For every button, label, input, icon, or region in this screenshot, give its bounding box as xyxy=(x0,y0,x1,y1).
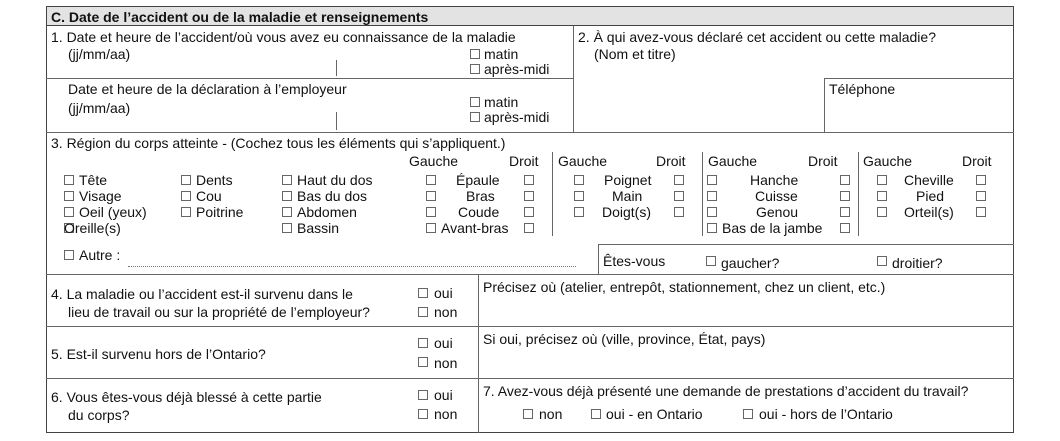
q3-face-checkbox[interactable] xyxy=(64,191,74,201)
section-title: C. Date de l’accident ou de la maladie et renseignements xyxy=(51,9,429,25)
q1-pm-label: après-midi xyxy=(484,61,550,77)
q4-no-label: non xyxy=(434,304,458,320)
divider-q1-rows xyxy=(46,78,573,79)
q1b-pm-label: après-midi xyxy=(484,109,550,125)
q3-right-handed-checkbox[interactable] xyxy=(877,256,887,266)
q3-elbow-label: Coude xyxy=(458,204,500,220)
divider-q3-col-a xyxy=(552,152,553,236)
q3-ankle-right-checkbox[interactable] xyxy=(976,175,986,185)
q3-wrist-left-checkbox[interactable] xyxy=(574,175,584,185)
q3-arm-label: Bras xyxy=(466,188,495,204)
q3-toe-right-checkbox[interactable] xyxy=(976,207,986,217)
q3-shoulder-left-checkbox[interactable] xyxy=(426,175,436,185)
q3-other-input-line[interactable] xyxy=(128,266,576,267)
q3-lower-back-label: Bas du dos xyxy=(297,188,368,204)
q3-foot-left-checkbox[interactable] xyxy=(877,191,887,201)
q3-label: 3. Région du corps atteinte - (Cochez tous les éléments qui s’appliquent.) xyxy=(51,135,506,151)
q3-lower-leg-left-checkbox[interactable] xyxy=(707,223,717,233)
q6-label-line2: du corps? xyxy=(68,407,130,423)
q5-detail-label: Si oui, précisez où (ville, province, État, pays) xyxy=(483,331,766,347)
q5-no-checkbox[interactable] xyxy=(418,357,428,367)
q3-toe-label: Orteil(s) xyxy=(904,204,954,220)
q5-no-label: non xyxy=(434,355,458,371)
q3-thigh-right-checkbox[interactable] xyxy=(840,191,850,201)
q3-other-checkbox[interactable] xyxy=(64,250,74,260)
q3-droit-2: Droit xyxy=(656,153,686,169)
q3-teeth-checkbox[interactable] xyxy=(181,175,191,185)
q4-yes-checkbox[interactable] xyxy=(418,288,428,298)
q1b-pm-checkbox[interactable] xyxy=(470,112,480,122)
divider-q3-col-c xyxy=(858,152,859,236)
q3-droit-4: Droit xyxy=(962,153,992,169)
q1b-format: (jj/mm/aa) xyxy=(68,100,131,116)
q3-finger-right-checkbox[interactable] xyxy=(674,207,684,217)
q7-label: 7. Avez-vous déjà présenté une demande de prestations d’accident du travail? xyxy=(483,383,969,399)
divider-q3-top xyxy=(46,132,1014,133)
tick-q1b xyxy=(336,112,337,130)
q3-upper-back-checkbox[interactable] xyxy=(282,175,292,185)
q3-upper-back-label: Haut du dos xyxy=(297,172,373,188)
q3-gauche-1: Gauche xyxy=(409,153,459,169)
q4-label-line2: lieu de travail ou sur la propriété de l’employeur? xyxy=(68,304,370,320)
q1-am-label: matin xyxy=(484,46,519,62)
q3-shoulder-label: Épaule xyxy=(456,172,500,188)
q1b-am-checkbox[interactable] xyxy=(470,97,480,107)
q4-label-line1: 4. La maladie ou l’accident est-il survenu dans le xyxy=(51,286,353,302)
q3-toe-left-checkbox[interactable] xyxy=(877,207,887,217)
divider-q6-top xyxy=(46,378,1014,379)
q3-neck-label: Cou xyxy=(196,188,222,204)
tick-q1a xyxy=(336,60,337,76)
divider-handed-top xyxy=(598,244,1014,245)
q3-lower-leg-right-checkbox[interactable] xyxy=(840,223,850,233)
q3-teeth-label: Dents xyxy=(196,172,233,188)
q3-are-you-label: Êtes-vous xyxy=(603,253,666,269)
q7-outside-ontario-checkbox[interactable] xyxy=(743,409,753,419)
q1-pm-checkbox[interactable] xyxy=(470,64,480,74)
q1b-label: Date et heure de la déclaration à l’employeur xyxy=(68,81,347,97)
q3-elbow-left-checkbox[interactable] xyxy=(426,207,436,217)
divider-q-detail xyxy=(478,274,479,433)
q3-eye-label: Oeil (yeux) xyxy=(79,204,147,220)
q3-thigh-label: Cuisse xyxy=(755,188,798,204)
q3-ankle-left-checkbox[interactable] xyxy=(877,175,887,185)
q3-pelvis-label: Bassin xyxy=(297,220,340,236)
q3-chest-label: Poitrine xyxy=(196,204,244,220)
q3-hip-label: Hanche xyxy=(750,172,799,188)
q6-yes-checkbox[interactable] xyxy=(418,390,428,400)
q7-no-checkbox[interactable] xyxy=(523,409,533,419)
q3-eye-checkbox[interactable] xyxy=(64,207,74,217)
q3-hand-left-checkbox[interactable] xyxy=(574,191,584,201)
q1-format: (jj/mm/aa) xyxy=(68,46,131,62)
q3-hip-right-checkbox[interactable] xyxy=(840,175,850,185)
q3-abdomen-checkbox[interactable] xyxy=(282,207,292,217)
q3-left-handed-label: gaucher? xyxy=(721,255,780,271)
q3-foot-label: Pied xyxy=(916,188,945,204)
q6-yes-label: oui xyxy=(434,387,453,403)
q3-gauche-4: Gauche xyxy=(863,153,913,169)
q4-detail-label: Précisez où (atelier, entrepôt, stationnement, chez un client, etc.) xyxy=(483,279,886,295)
q3-finger-left-checkbox[interactable] xyxy=(574,207,584,217)
q3-arm-right-checkbox[interactable] xyxy=(524,191,534,201)
q3-forearm-right-checkbox[interactable] xyxy=(524,223,534,233)
q2-phone-label: Téléphone xyxy=(829,81,896,97)
q3-neck-checkbox[interactable] xyxy=(181,191,191,201)
q3-left-handed-checkbox[interactable] xyxy=(706,256,716,266)
q7-no-label: non xyxy=(539,406,563,422)
q3-hip-left-checkbox[interactable] xyxy=(707,175,717,185)
q3-arm-left-checkbox[interactable] xyxy=(426,191,436,201)
q3-thigh-left-checkbox[interactable] xyxy=(707,191,717,201)
q6-no-label: non xyxy=(434,406,458,422)
q3-abdomen-label: Abdomen xyxy=(297,204,357,220)
q3-ankle-label: Cheville xyxy=(904,172,954,188)
q3-lower-back-checkbox[interactable] xyxy=(282,191,292,201)
q3-gauche-3: Gauche xyxy=(708,153,758,169)
divider-phone-top xyxy=(824,78,1014,79)
q3-forearm-left-checkbox[interactable] xyxy=(426,223,436,233)
q3-lower-leg-label: Bas de la jambe xyxy=(722,220,823,236)
q3-gauche-2: Gauche xyxy=(558,153,608,169)
q3-foot-right-checkbox[interactable] xyxy=(976,191,986,201)
q3-pelvis-checkbox[interactable] xyxy=(282,223,292,233)
q5-label: 5. Est-il survenu hors de l’Ontario? xyxy=(51,346,266,362)
q3-shoulder-right-checkbox[interactable] xyxy=(524,175,534,185)
q2-sub: (Nom et titre) xyxy=(594,46,676,62)
divider-handed-left xyxy=(598,244,599,274)
q3-ear-label: Oreille(s) xyxy=(64,220,121,236)
q4-no-checkbox[interactable] xyxy=(418,307,428,317)
q3-wrist-label: Poignet xyxy=(604,172,652,188)
q3-forearm-label: Avant-bras xyxy=(441,220,509,236)
q3-right-handed-label: droitier? xyxy=(892,255,943,271)
q1b-am-label: matin xyxy=(484,94,519,110)
q3-knee-right-checkbox[interactable] xyxy=(840,207,850,217)
divider-q1-q2 xyxy=(573,26,574,132)
q3-head-label: Tête xyxy=(79,172,108,188)
q3-hand-label: Main xyxy=(612,188,643,204)
divider-phone-left xyxy=(824,78,825,132)
q2-label: 2. À qui avez-vous déclaré cet accident ou cette maladie? xyxy=(578,29,936,45)
q3-head-checkbox[interactable] xyxy=(64,175,74,185)
q3-elbow-right-checkbox[interactable] xyxy=(524,207,534,217)
q3-hand-right-checkbox[interactable] xyxy=(674,191,684,201)
q6-label-line1: 6. Vous êtes-vous déjà blessé à cette partie xyxy=(51,389,322,405)
q3-finger-label: Doigt(s) xyxy=(602,204,652,220)
q3-knee-label: Genou xyxy=(756,204,799,220)
q5-yes-checkbox[interactable] xyxy=(418,338,428,348)
q1-am-checkbox[interactable] xyxy=(470,49,480,59)
q3-droit-3: Droit xyxy=(808,153,838,169)
divider-q3-col-b xyxy=(702,152,703,236)
q3-face-label: Visage xyxy=(79,188,122,204)
q5-yes-label: oui xyxy=(434,335,453,351)
q7-ontario-label: oui - en Ontario xyxy=(606,406,703,422)
divider-q4-top xyxy=(46,274,1014,275)
divider-q5-top xyxy=(46,326,1014,327)
q3-wrist-right-checkbox[interactable] xyxy=(674,175,684,185)
q3-chest-checkbox[interactable] xyxy=(181,207,191,217)
q7-outside-ontario-label: oui - hors de l’Ontario xyxy=(759,406,893,422)
q1-label: 1. Date et heure de l’accident/où vous avez eu connaissance de la maladie xyxy=(51,29,516,45)
q3-knee-left-checkbox[interactable] xyxy=(707,207,717,217)
q3-droit-1: Droit xyxy=(509,153,539,169)
q7-ontario-checkbox[interactable] xyxy=(591,409,601,419)
q4-yes-label: oui xyxy=(434,285,453,301)
q6-no-checkbox[interactable] xyxy=(418,409,428,419)
q3-other-label: Autre : xyxy=(79,247,121,263)
